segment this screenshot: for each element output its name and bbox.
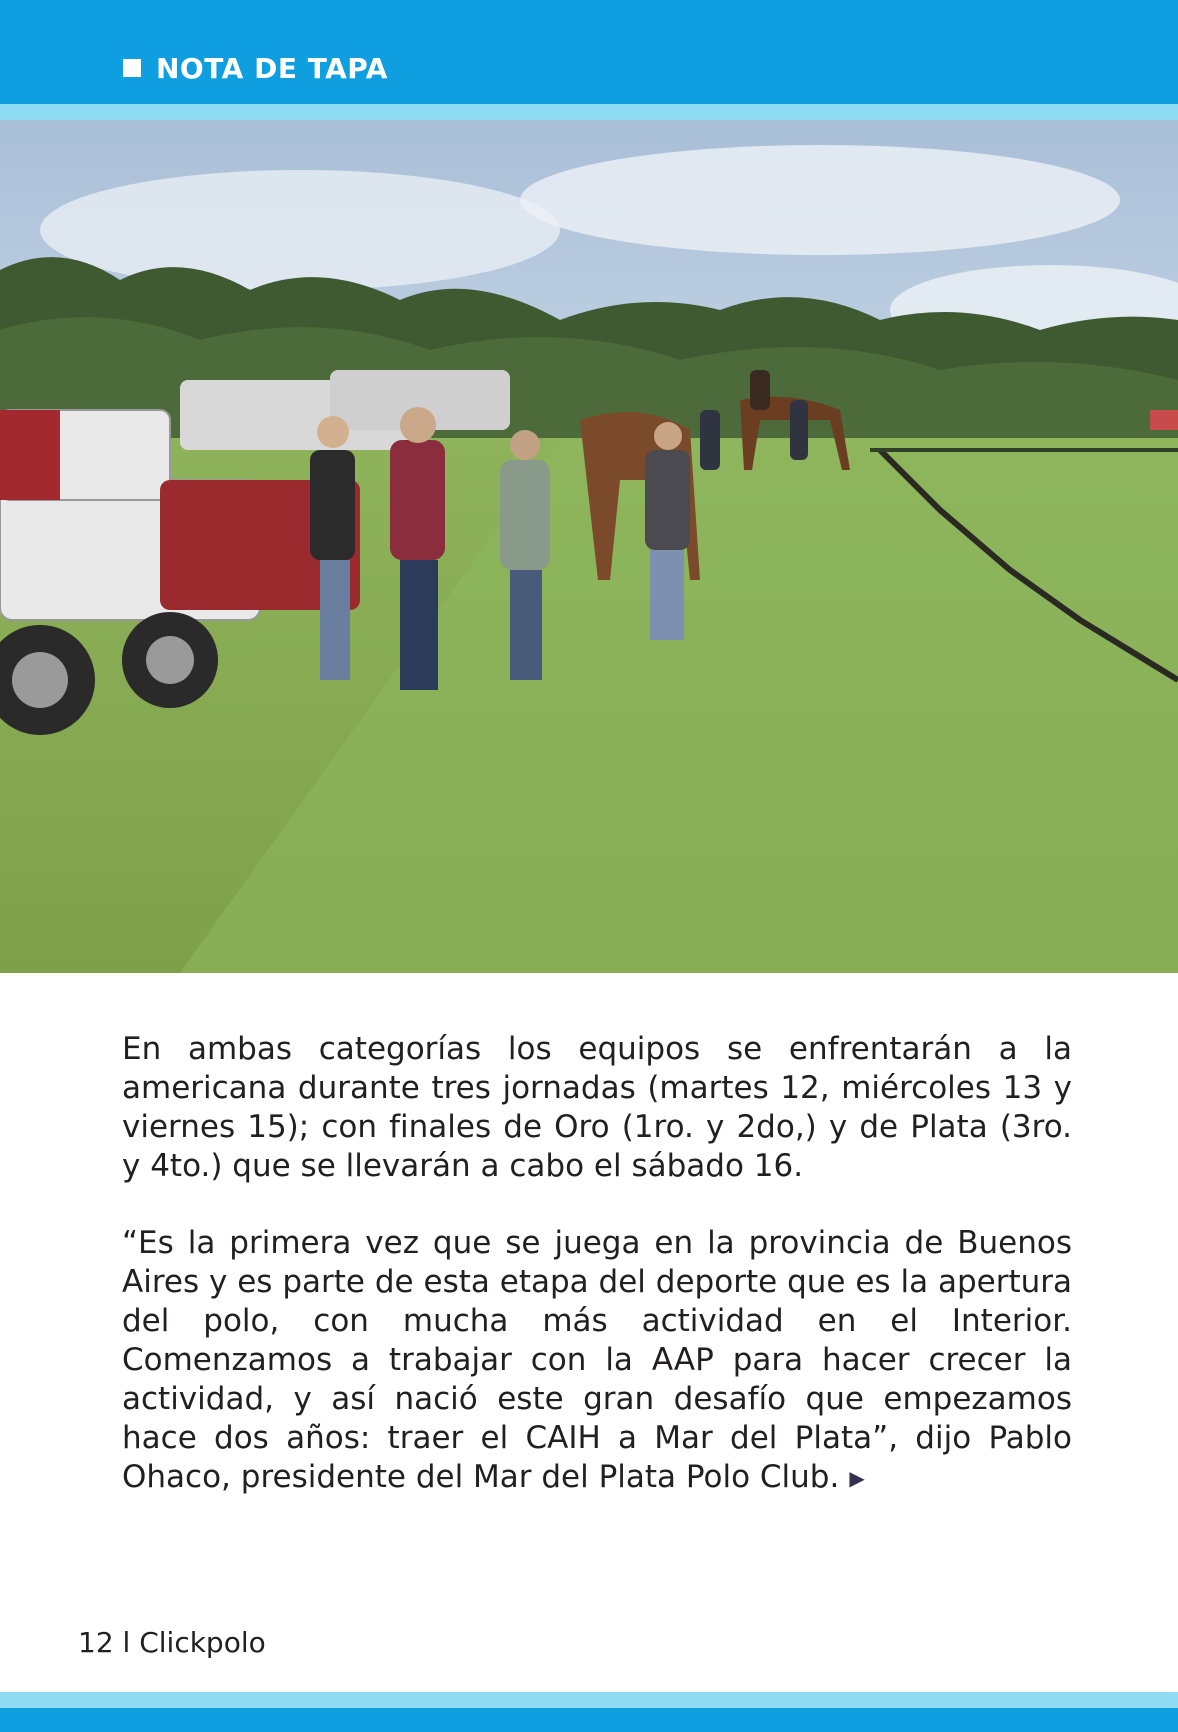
- footer-stripe: [0, 1692, 1178, 1708]
- section-label: [123, 50, 388, 86]
- section-label-text: NOTA DE TAPA: [156, 51, 388, 85]
- article-body: [122, 1030, 1072, 1536]
- continue-arrow-icon: ▶: [849, 1466, 865, 1490]
- polo-field-photo: [0, 120, 1178, 973]
- footer-band: [0, 1708, 1178, 1732]
- header-stripe: [0, 104, 1178, 120]
- article-paragraph: En ambas categorías los equipos se enfrentarán a la americana durante tres jornadas (martes 12, miércoles 13 y viernes 15); con finales de Oro (1ro. y 2do,) y de Plata (3ro. y 4to.) que se llevarán a cabo el sábado 16.: [122, 1031, 1072, 1184]
- square-bullet-icon: [123, 59, 141, 77]
- page-folio: 12 l Clickpolo: [78, 1626, 266, 1659]
- article-paragraph: [122, 1224, 1072, 1498]
- article-paragraph-text: “Es la primera vez que se juega en la provincia de Buenos Aires y es parte de esta etapa del deporte que es la apertura del polo, con mucha más actividad en el Interior. Comenzamos a trabajar con la AAP para hacer crecer la actividad, y así nació este gran desafío que empezamos hace dos años: traer el CAIH a Mar del Plata”, dijo Pablo Ohaco, presidente del Mar del Plata Polo Club.: [122, 1225, 1072, 1495]
